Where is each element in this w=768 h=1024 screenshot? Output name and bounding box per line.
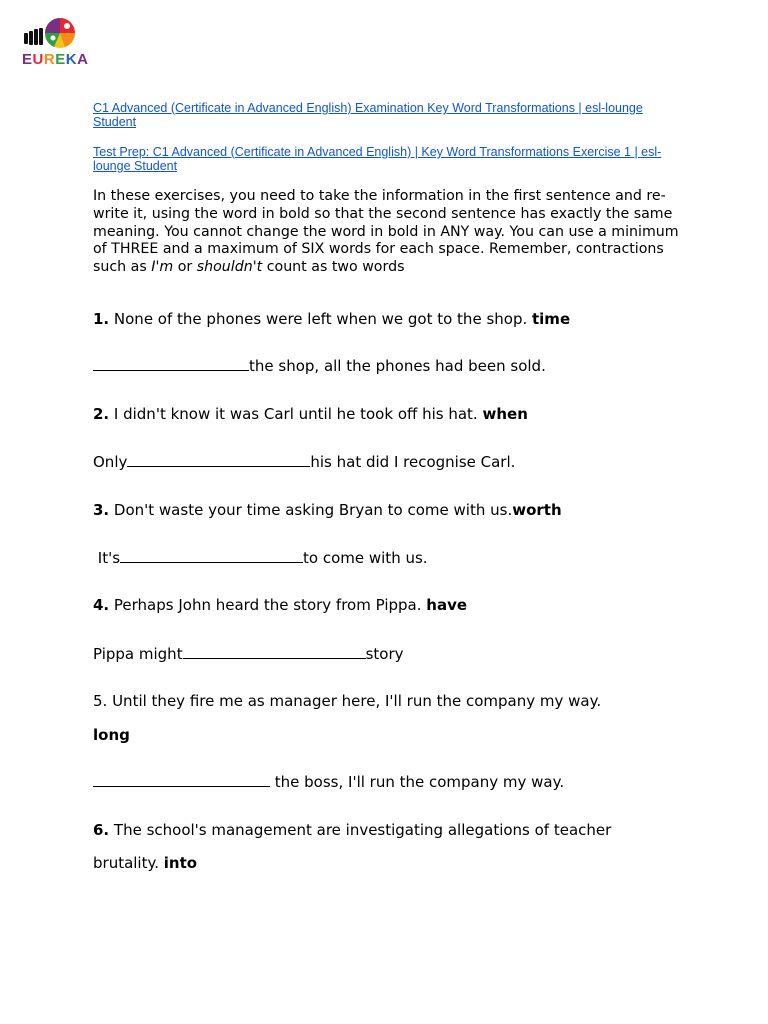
instructions-or: or bbox=[173, 259, 197, 276]
answer-blank[interactable] bbox=[93, 357, 249, 371]
example-contraction-im: I'm bbox=[151, 259, 174, 276]
question-number: 3. bbox=[93, 501, 110, 519]
instructions-paragraph bbox=[93, 188, 683, 277]
question-sentence-continued: brutality. bbox=[93, 854, 164, 872]
key-word: when bbox=[482, 405, 528, 423]
eureka-logo bbox=[20, 16, 89, 72]
answer-text-before: Pippa might bbox=[93, 645, 183, 663]
c1-advanced-examination-link[interactable]: C1 Advanced (Certificate in Advanced English) Examination Key Word Transformations | esl-lounge Student bbox=[93, 101, 643, 129]
example-contraction-shouldnt: shouldn't bbox=[196, 259, 263, 276]
question-number: 2. bbox=[93, 405, 110, 423]
logo-letter: U bbox=[32, 51, 44, 68]
answer-text-before: Only bbox=[93, 453, 128, 471]
answer-text-after: story bbox=[365, 645, 404, 663]
answer-blank[interactable] bbox=[93, 773, 270, 787]
logo-letter: R bbox=[43, 51, 56, 68]
instructions-text: In these exercises, you need to take the information in the first sentence and re-write it, using the word in bold so that the second sentence has exactly the same meaning. You cannot change the word in bold in ANY way. You can use a minimum of THREE and a maximum of SIX words for each space. Remember, contractions such as bbox=[93, 188, 679, 276]
question-sentence: Perhaps John heard the story from Pippa. bbox=[109, 596, 427, 614]
question-sentence: None of the phones were left when we got to the shop. bbox=[109, 310, 532, 328]
question-number: 4. bbox=[93, 596, 110, 614]
question-number: 5. bbox=[93, 692, 108, 710]
logo-letter: E bbox=[55, 51, 66, 68]
logo-letter: E bbox=[22, 51, 33, 68]
answer-blank[interactable] bbox=[127, 453, 310, 467]
answer-line-4 bbox=[93, 645, 693, 663]
question-3 bbox=[93, 501, 693, 519]
key-word: worth bbox=[512, 501, 562, 519]
answer-line-2 bbox=[93, 453, 693, 471]
question-5-keyword-line bbox=[93, 726, 693, 744]
answer-blank[interactable] bbox=[120, 549, 303, 563]
answer-text-after: the shop, all the phones had been sold. bbox=[249, 357, 546, 375]
answer-text-after: the boss, I'll run the company my way. bbox=[270, 773, 565, 791]
lightbulb-puzzle-icon bbox=[20, 16, 82, 56]
answer-line-1 bbox=[93, 357, 693, 375]
question-sentence: The school's management are investigating allegations of teacher bbox=[109, 821, 612, 839]
test-prep-exercise-link[interactable]: Test Prep: C1 Advanced (Certificate in Advanced English) | Key Word Transformations Exercise 1 | esl-lounge Student bbox=[93, 145, 662, 173]
question-number: 1. bbox=[93, 310, 110, 328]
question-number: 6. bbox=[93, 821, 110, 839]
question-5 bbox=[93, 692, 693, 710]
key-word: into bbox=[163, 854, 198, 872]
answer-line-3 bbox=[93, 549, 693, 567]
instructions-text-end: count as two words bbox=[262, 259, 405, 276]
question-6-continued bbox=[93, 854, 693, 872]
question-sentence: I didn't know it was Carl until he took off his hat. bbox=[109, 405, 483, 423]
answer-text-after: his hat did I recognise Carl. bbox=[310, 453, 516, 471]
logo-text bbox=[22, 51, 88, 68]
answer-text-after: to come with us. bbox=[303, 549, 428, 567]
key-word: long bbox=[93, 726, 130, 744]
question-4 bbox=[93, 596, 693, 614]
logo-letter: A bbox=[77, 51, 89, 68]
question-sentence: Until they fire me as manager here, I'll run the company my way. bbox=[107, 692, 602, 710]
question-6 bbox=[93, 821, 693, 839]
answer-text-before: It's bbox=[93, 549, 121, 567]
question-2 bbox=[93, 405, 693, 423]
key-word: have bbox=[426, 596, 468, 614]
logo-letter: K bbox=[65, 51, 78, 68]
answer-blank[interactable] bbox=[183, 645, 366, 659]
key-word: time bbox=[532, 310, 571, 328]
question-1 bbox=[93, 310, 693, 328]
answer-line-5 bbox=[93, 773, 693, 791]
question-sentence: Don't waste your time asking Bryan to come with us. bbox=[109, 501, 513, 519]
